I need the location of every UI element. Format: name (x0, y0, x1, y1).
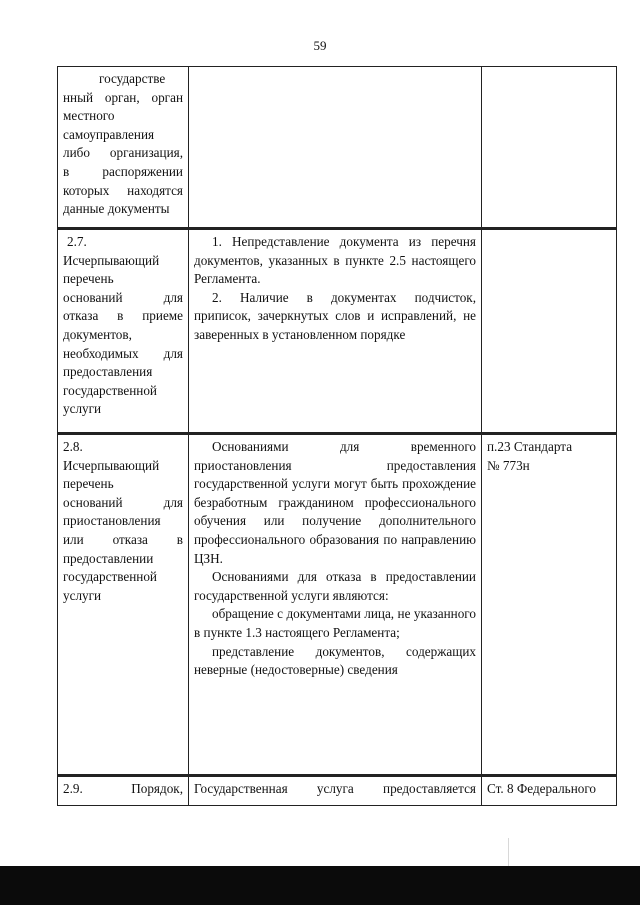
table-row (58, 67, 617, 229)
cell-line: услуги (63, 587, 102, 603)
table-row (58, 776, 617, 806)
content-paragraph: Государственная услуга предоставляется (194, 781, 476, 796)
cell-line: самоуправления (63, 126, 155, 142)
reference-line: № 773н (487, 457, 530, 473)
cell-line: в распоряжении (63, 163, 183, 179)
row-label-cell (58, 67, 189, 229)
cell-line: нный орган, орган (63, 89, 183, 105)
row-label-cell (58, 776, 189, 806)
content-paragraph: Основаниями для отказа в предоставлении государственной услуги являются: (194, 569, 476, 603)
content-paragraph: 2. Наличие в документах подчисток, приписок, зачеркнутых слов и исправлений, не заверенных в установленном порядке (194, 289, 476, 342)
cell-line: 2.7. (67, 234, 87, 249)
row-content-cell (189, 229, 482, 434)
row-content-cell (189, 67, 482, 229)
row-reference-cell (482, 434, 617, 776)
row-reference-cell (482, 776, 617, 806)
cell-line: Исчерпывающий (63, 252, 160, 268)
cell-line: перечень (63, 271, 114, 287)
table-row (58, 229, 617, 434)
cell-line: предоставлении (63, 550, 154, 566)
row-label-cell (58, 229, 189, 434)
page-number: 59 (313, 38, 327, 53)
reference-line: Ст. 8 Федерального (487, 781, 597, 796)
cell-line: необходимых для (63, 345, 183, 361)
cell-line: государственной (63, 382, 157, 398)
cell-line: государстве (99, 71, 166, 86)
row-content-cell (189, 434, 482, 776)
cell-line: оснований для (63, 494, 183, 510)
cell-line: или отказа в (63, 531, 183, 547)
content-paragraph: Основаниями для временного приостановления предоставления государственной услуги могут быть прохождение безработным гражданином профессионального обучения или получение дополнительного профессионального образования по направлению ЦЗН. (194, 439, 476, 566)
content-paragraph: представление документов, содержащих неверные (недостоверные) сведения (194, 643, 476, 678)
cell-line: 2.9. Порядок, (63, 781, 183, 796)
content-paragraph: 1. Непредставление документа из перечня документов, указанных в пункте 2.5 настоящего Регламента. (194, 234, 476, 287)
cell-line: данные документы (63, 201, 170, 217)
row-reference-cell (482, 229, 617, 434)
cell-line: Исчерпывающий (63, 457, 160, 473)
row-reference-cell (482, 67, 617, 229)
cell-line: либо организация, (63, 145, 183, 161)
scan-artifact (508, 838, 509, 866)
cell-line: приостановления (63, 513, 161, 529)
cell-line: отказа в приеме (63, 308, 183, 324)
cell-line: оснований для (63, 289, 183, 305)
cell-line: услуги (63, 401, 102, 417)
cell-line: документов, (63, 326, 132, 342)
table-row (58, 434, 617, 776)
reference-line: п.23 Стандарта (487, 439, 573, 454)
regulation-table (57, 66, 617, 806)
row-content-cell (189, 776, 482, 806)
cell-line: предоставления (63, 364, 153, 380)
cell-line: государственной (63, 569, 157, 585)
content-paragraph: обращение с документами лица, не указанного в пункте 1.3 настоящего Регламента; (194, 606, 476, 640)
cell-line: перечень (63, 476, 114, 492)
cell-line: местного (63, 108, 115, 124)
scan-bottom-band (0, 866, 640, 905)
cell-line: 2.8. (63, 439, 83, 454)
row-label-cell (58, 434, 189, 776)
cell-line: которых находятся (63, 182, 183, 198)
